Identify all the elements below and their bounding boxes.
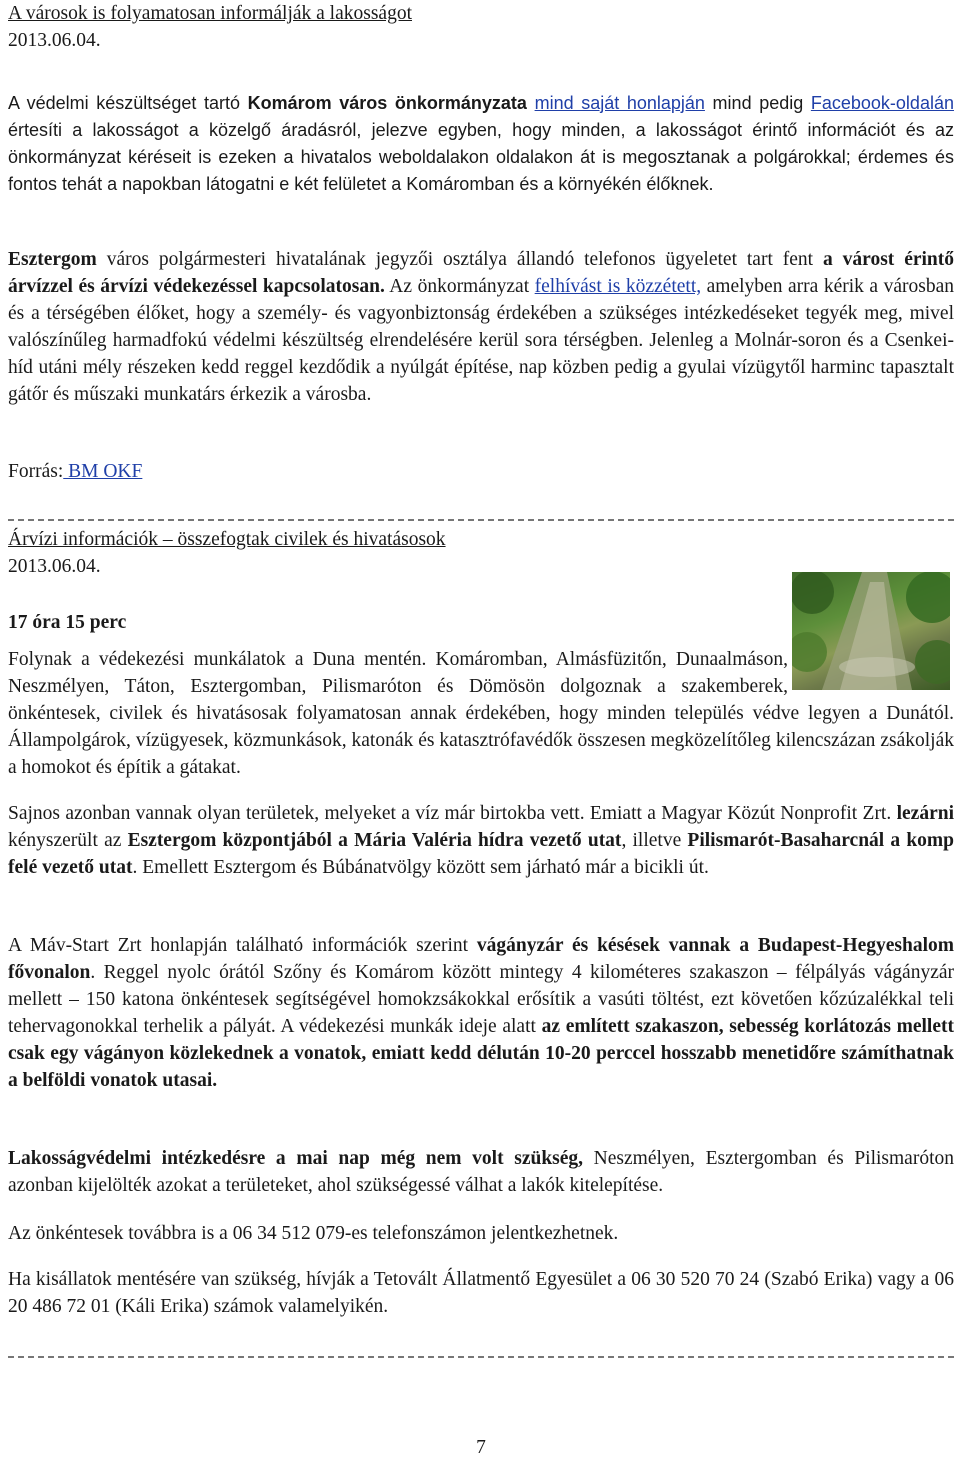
text-run: város polgármesteri hivatalának jegyzői osztálya állandó telefonos ügyeletet tart fent: [96, 249, 823, 270]
text-run: , illetve: [621, 830, 688, 851]
text-run: Folynak a védekezési munkálatok a Duna mentén. Komáromban, Almásfüzitőn, Dunaalmáson, Neszmélyen, Táton, Esztergomban, Pilismaróton és Dömösön dolgoznak a szakemberek, önkéntesek, civilek és hivatásosak folyamatosan annak érdekében, hogy minden település védve legyen a Dunától. Állampolgárok, vízügyesek, közmunkások, katonák és katasztrófavédők összesen megközelítőleg kilencszázan zsákolják a homokot és építik a gátakat.: [8, 649, 954, 778]
text-run: kényszerült az: [8, 830, 128, 851]
article-2-title-link[interactable]: Árvízi információk – összefogtak civilek és hivatásosok: [8, 529, 446, 550]
bold-text: lezárni: [896, 803, 954, 824]
text-run: amelyben arra kérik a városban és a térségében élőket, hogy a személy- és vagyonbiztonság érdekében a szükséges intézkedéseket tegyék meg, mivel valószínűleg harmadfokú védelmi készültség elrendelésére kerül sora térségben. Jelenleg a Molnár-soron és a Csenkei-híd utáni mély részeken kedd reggel kezdődik a nyúlgát építése, nap közben pedig a gyulai vízügytől harminc tapasztalt gátőr és műszaki munkatárs érkezik a városba.: [8, 276, 954, 405]
text-run: . Reggel nyolc órától Szőny és Komárom között mintegy 4 kilométeres szakaszon – félpályás vágányzár mellett – 150 katona önkéntesek segítségével homokzsákokkal erősítik a vasúti töltést, ezt követően kőzúzalékkal teli tehervagonokkal terhelik a pályát. A védekezési munkák ideje alatt: [8, 962, 954, 1037]
divider-2: [8, 1356, 954, 1358]
photo-wrap-spacer: [788, 646, 954, 700]
text-run: Neszmélyen, Esztergomban és Pilismaróton azonban kijelölték azokat a területeket, ahol szükségessé válhat a lakók kitelepítése.: [8, 1148, 954, 1196]
bold-text: a várost érintő árvízzel és árvízi védekezéssel kapcsolatosan.: [8, 249, 955, 297]
article-2-paragraph-2: [8, 800, 954, 881]
bold-text: Esztergom központjából a Mária Valéria hídra vezető utat: [127, 830, 622, 851]
article-1-title-link[interactable]: A városok is folyamatosan informálják a lakosságot: [8, 3, 412, 24]
bold-text: vágányzár és késések vannak a Budapest-Hegyeshalom fővonalon: [8, 935, 954, 983]
bold-text: az említett szakaszon, sebesség korlátozás mellett csak egy vágányon közlekednek a vonatok, emiatt kedd délután 10-20 perccel hosszabb menetidőre számíthatnak a belföldi vonatok utasai.: [8, 1016, 954, 1091]
article-2-date: 2013.06.04.: [8, 556, 101, 577]
text-run: értesíti a lakosságot a közelgő áradásról, jelezve egyben, hogy minden, a lakosságot érintő információt és az önkormányzat kéréseit is ezeken a hivatalos weboldalakon oldalakon át is megosztanak a polgárokkal; érdemes és fontos tehát a napokban látogatni e két felületet a Komáromban és a környékén élőknek.: [8, 120, 954, 194]
text-run: Sajnos azonban vannak olyan területek, melyeket a víz már birtokba vett. Emiatt a Magyar Közút Nonprofit Zrt.: [8, 803, 897, 824]
text-run: Az önkéntesek továbbra is a 06 34 512 079-es telefonszámon jelentkezhetnek.: [8, 1223, 619, 1244]
bold-text: Komárom város önkormányzata: [247, 93, 527, 113]
article-2-paragraph-5: [8, 1220, 954, 1247]
article-1: [8, 0, 954, 54]
bold-text: Esztergom: [8, 249, 97, 270]
text-run: A Máv-Start Zrt honlapján található információk szerint: [8, 935, 477, 956]
page-number: 7: [476, 1437, 486, 1458]
bold-text: Lakosságvédelmi intézkedésre a mai nap még nem volt szükség,: [8, 1148, 584, 1169]
bold-text: Pilismarót-Basaharcnál a komp felé vezető utat: [8, 830, 955, 878]
source-link[interactable]: BM OKF: [63, 461, 143, 482]
article-1-date: 2013.06.04.: [8, 30, 101, 51]
text-run: A védelmi készültséget tartó: [8, 93, 248, 113]
article-2-paragraph-4: [8, 1145, 954, 1199]
inline-link[interactable]: Facebook-oldalán: [810, 93, 954, 113]
source-line: [8, 458, 142, 485]
article-2-paragraph-1-head: [8, 646, 954, 781]
article-1-title-row: [8, 0, 954, 27]
divider-1: [8, 519, 954, 521]
article-1-paragraph-1: [8, 90, 954, 198]
text-run: mind pedig: [704, 93, 811, 113]
article-2-time: 17 óra 15 perc: [8, 612, 127, 633]
text-run: . Emellett Esztergom és Búbánatvölgy között sem járható már a bicikli út.: [132, 857, 709, 878]
article-2-paragraph-3: [8, 932, 954, 1094]
article-2-paragraph-6: [8, 1266, 954, 1320]
text-run: Ha kisállatok mentésére van szükség, hívják a Tetovált Állatmentő Egyesület a 06 30 520 70 24 (Szabó Erika) vagy a 06 20 486 72 01 (Káli Erika) számok valamelyikén.: [8, 1269, 954, 1317]
text-run: Az önkormányzat: [384, 276, 535, 297]
text-run: [527, 93, 535, 113]
source-label: Forrás:: [8, 461, 64, 482]
article-1-paragraph-2: [8, 246, 954, 408]
inline-link[interactable]: mind saját honlapján: [534, 93, 705, 113]
inline-link[interactable]: felhívást is közzétett,: [534, 276, 702, 297]
